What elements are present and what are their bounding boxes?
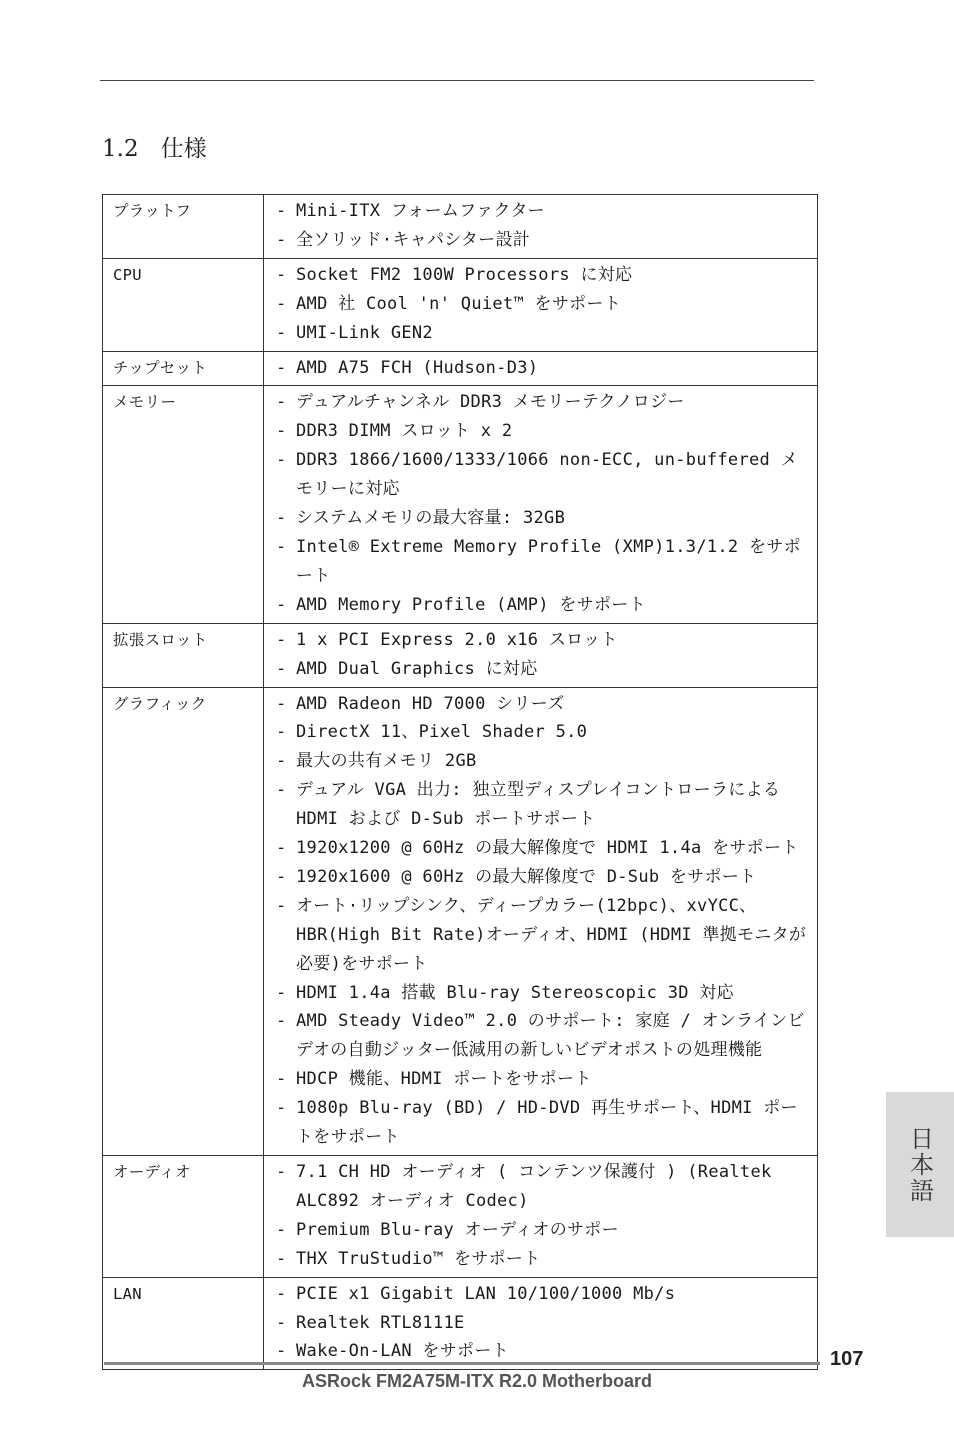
spec-item — [276, 776, 811, 834]
spec-label: メモリー — [103, 386, 264, 623]
spec-item-text: AMD Steady Video™ 2.0 のサポート: 家庭 / オンラインビデオの自動ジッター低減用の新しいビデオポストの処理機能 — [296, 1011, 805, 1061]
spec-item — [276, 388, 811, 417]
bullet-dash: - — [276, 1312, 287, 1333]
section-title: 仕様 — [160, 136, 207, 162]
spec-item-text: オート·リップシンク、ディープカラー(12bpc)、xvYCC、HBR(High Bit Rate)オーディオ、HDMI (HDMI 準拠モニタが必要)をサポート — [296, 895, 807, 974]
spec-item — [276, 226, 811, 255]
spec-item — [276, 1065, 811, 1094]
language-tab — [886, 1092, 954, 1237]
bullet-dash: - — [276, 229, 287, 250]
spec-item-text: Socket FM2 100W Processors に対応 — [296, 264, 633, 285]
spec-item-text: Premium Blu-ray オーディオのサポー — [296, 1219, 619, 1240]
spec-item — [276, 1158, 811, 1216]
bullet-dash: - — [276, 536, 287, 557]
spec-item-text: Intel® Extreme Memory Profile (XMP)1.3/1.2 をサポート — [296, 536, 801, 586]
bullet-dash: - — [276, 693, 287, 714]
spec-item — [276, 863, 811, 892]
footer-product-name — [0, 1371, 954, 1392]
bullet-dash: - — [276, 751, 287, 772]
spec-item-text: 1080p Blu-ray (BD) / HD-DVD 再生サポート、HDMI ポートをサポート — [296, 1098, 798, 1148]
spec-label: 拡張スロット — [103, 623, 264, 687]
spec-item — [276, 979, 811, 1008]
spec-item — [276, 504, 811, 533]
spec-label: プラットフ — [103, 195, 264, 259]
spec-item — [276, 197, 811, 226]
bullet-dash: - — [276, 1283, 287, 1304]
spec-item — [276, 626, 811, 655]
spec-values — [264, 195, 818, 259]
spec-item-text: Realtek RTL8111E — [296, 1312, 465, 1333]
bullet-dash: - — [276, 594, 287, 615]
bullet-dash: - — [276, 1341, 287, 1362]
spec-label: チップセット — [103, 351, 264, 386]
spec-item-text: デュアルチャンネル DDR3 メモリーテクノロジー — [296, 392, 685, 413]
spec-item — [276, 655, 811, 684]
spec-item-text: AMD Memory Profile (AMP) をサポート — [296, 594, 646, 615]
bullet-dash: - — [276, 201, 287, 221]
bullet-dash: - — [276, 293, 287, 314]
spec-row — [103, 195, 818, 259]
spec-table — [102, 194, 818, 1370]
spec-item — [276, 446, 811, 504]
bullet-dash: - — [276, 357, 287, 378]
spec-row — [103, 1277, 818, 1370]
spec-item-text: システムメモリの最大容量: 32GB — [296, 508, 566, 529]
spec-row — [103, 687, 818, 1156]
spec-item-text: AMD 社 Cool 'n' Quiet™ をサポート — [296, 293, 622, 314]
spec-label: LAN — [103, 1277, 264, 1370]
spec-item-text: DDR3 1866/1600/1333/1066 non-ECC, un-buffered メモリーに対応 — [296, 450, 798, 500]
spec-item-text: 1920x1200 @ 60Hz の最大解像度で HDMI 1.4a をサポート — [296, 838, 799, 859]
bullet-dash: - — [276, 392, 287, 413]
spec-item — [276, 747, 811, 776]
spec-item — [276, 1280, 811, 1309]
spec-label: グラフィック — [103, 687, 264, 1156]
bullet-dash: - — [276, 780, 287, 801]
spec-item-text: 最大の共有メモリ 2GB — [296, 751, 477, 772]
bullet-dash: - — [276, 421, 287, 442]
spec-item-text: 1920x1600 @ 60Hz の最大解像度で D-Sub をサポート — [296, 866, 757, 887]
footer-text: ASRock FM2A75M-ITX R2.0 Motherboard — [301, 1371, 653, 1391]
bullet-dash: - — [276, 722, 287, 743]
spec-item — [276, 1094, 811, 1152]
footer-rule — [104, 1362, 820, 1365]
spec-item-text: デュアル VGA 出力: 独立型ディスプレイコントローラによる HDMI および D-Sub ポートサポート — [296, 780, 781, 830]
language-tab-label: 日本語 — [905, 1125, 934, 1204]
spec-row — [103, 623, 818, 687]
spec-row — [103, 386, 818, 623]
spec-item-text: AMD Dual Graphics に対応 — [296, 658, 538, 679]
spec-values — [264, 258, 818, 351]
spec-item-text: HDMI 1.4a 搭載 Blu-ray Stereoscopic 3D 対応 — [296, 982, 734, 1003]
spec-item — [276, 261, 811, 290]
spec-row — [103, 258, 818, 351]
spec-item — [276, 1245, 811, 1274]
bullet-dash: - — [276, 1098, 287, 1119]
spec-item — [276, 834, 811, 863]
top-rule — [100, 80, 814, 81]
spec-label: CPU — [103, 258, 264, 351]
bullet-dash: - — [276, 508, 287, 529]
spec-values — [264, 351, 818, 386]
spec-item — [276, 690, 811, 719]
bullet-dash: - — [276, 1248, 287, 1269]
bullet-dash: - — [276, 982, 287, 1003]
spec-item — [276, 1216, 811, 1245]
bullet-dash: - — [276, 838, 287, 859]
spec-item-text: THX TruStudio™ をサポート — [296, 1248, 541, 1269]
bullet-dash: - — [276, 866, 287, 887]
spec-item — [276, 319, 811, 348]
spec-item-text: 1 x PCI Express 2.0 x16 スロット — [296, 629, 618, 650]
spec-values — [264, 386, 818, 623]
spec-values — [264, 623, 818, 687]
bullet-dash: - — [276, 1219, 287, 1240]
bullet-dash: - — [276, 1162, 287, 1182]
spec-values — [264, 687, 818, 1156]
section-number: 1.2 — [102, 136, 139, 162]
spec-item — [276, 591, 811, 620]
bullet-dash: - — [276, 658, 287, 679]
spec-item-text: AMD Radeon HD 7000 シリーズ — [296, 693, 565, 714]
spec-row — [103, 351, 818, 386]
spec-item-text: 全ソリッド·キャパシター設計 — [296, 229, 531, 250]
spec-item-text: AMD A75 FCH (Hudson-D3) — [296, 357, 539, 378]
section-heading — [102, 130, 207, 163]
spec-item — [276, 354, 811, 383]
spec-item-text: Wake-On-LAN をサポート — [296, 1341, 509, 1362]
spec-values — [264, 1277, 818, 1370]
spec-row — [103, 1156, 818, 1278]
spec-item — [276, 892, 811, 979]
spec-item-text: Mini-ITX フォームファクター — [296, 201, 545, 221]
spec-item-text: UMI-Link GEN2 — [296, 322, 433, 343]
page-number: 107 — [830, 1348, 864, 1370]
bullet-dash: - — [276, 1069, 287, 1090]
spec-values — [264, 1156, 818, 1278]
spec-item-text: PCIE x1 Gigabit LAN 10/100/1000 Mb/s — [296, 1283, 676, 1304]
spec-item-text: DirectX 11、Pixel Shader 5.0 — [296, 722, 588, 743]
spec-item — [276, 1007, 811, 1065]
spec-item — [276, 290, 811, 319]
bullet-dash: - — [276, 264, 287, 285]
spec-item-text: HDCP 機能、HDMI ポートをサポート — [296, 1069, 592, 1090]
spec-item — [276, 533, 811, 591]
spec-label: オーディオ — [103, 1156, 264, 1278]
bullet-dash: - — [276, 450, 287, 471]
bullet-dash: - — [276, 1011, 287, 1032]
spec-item — [276, 718, 811, 747]
spec-item-text: DDR3 DIMM スロット x 2 — [296, 421, 513, 442]
bullet-dash: - — [276, 322, 287, 343]
spec-item-text: 7.1 CH HD オーディオ ( コンテンツ保護付 ) (Realtek ALC892 オーディオ Codec) — [296, 1162, 772, 1211]
bullet-dash: - — [276, 629, 287, 650]
spec-item — [276, 417, 811, 446]
bullet-dash: - — [276, 895, 287, 916]
spec-item — [276, 1309, 811, 1338]
